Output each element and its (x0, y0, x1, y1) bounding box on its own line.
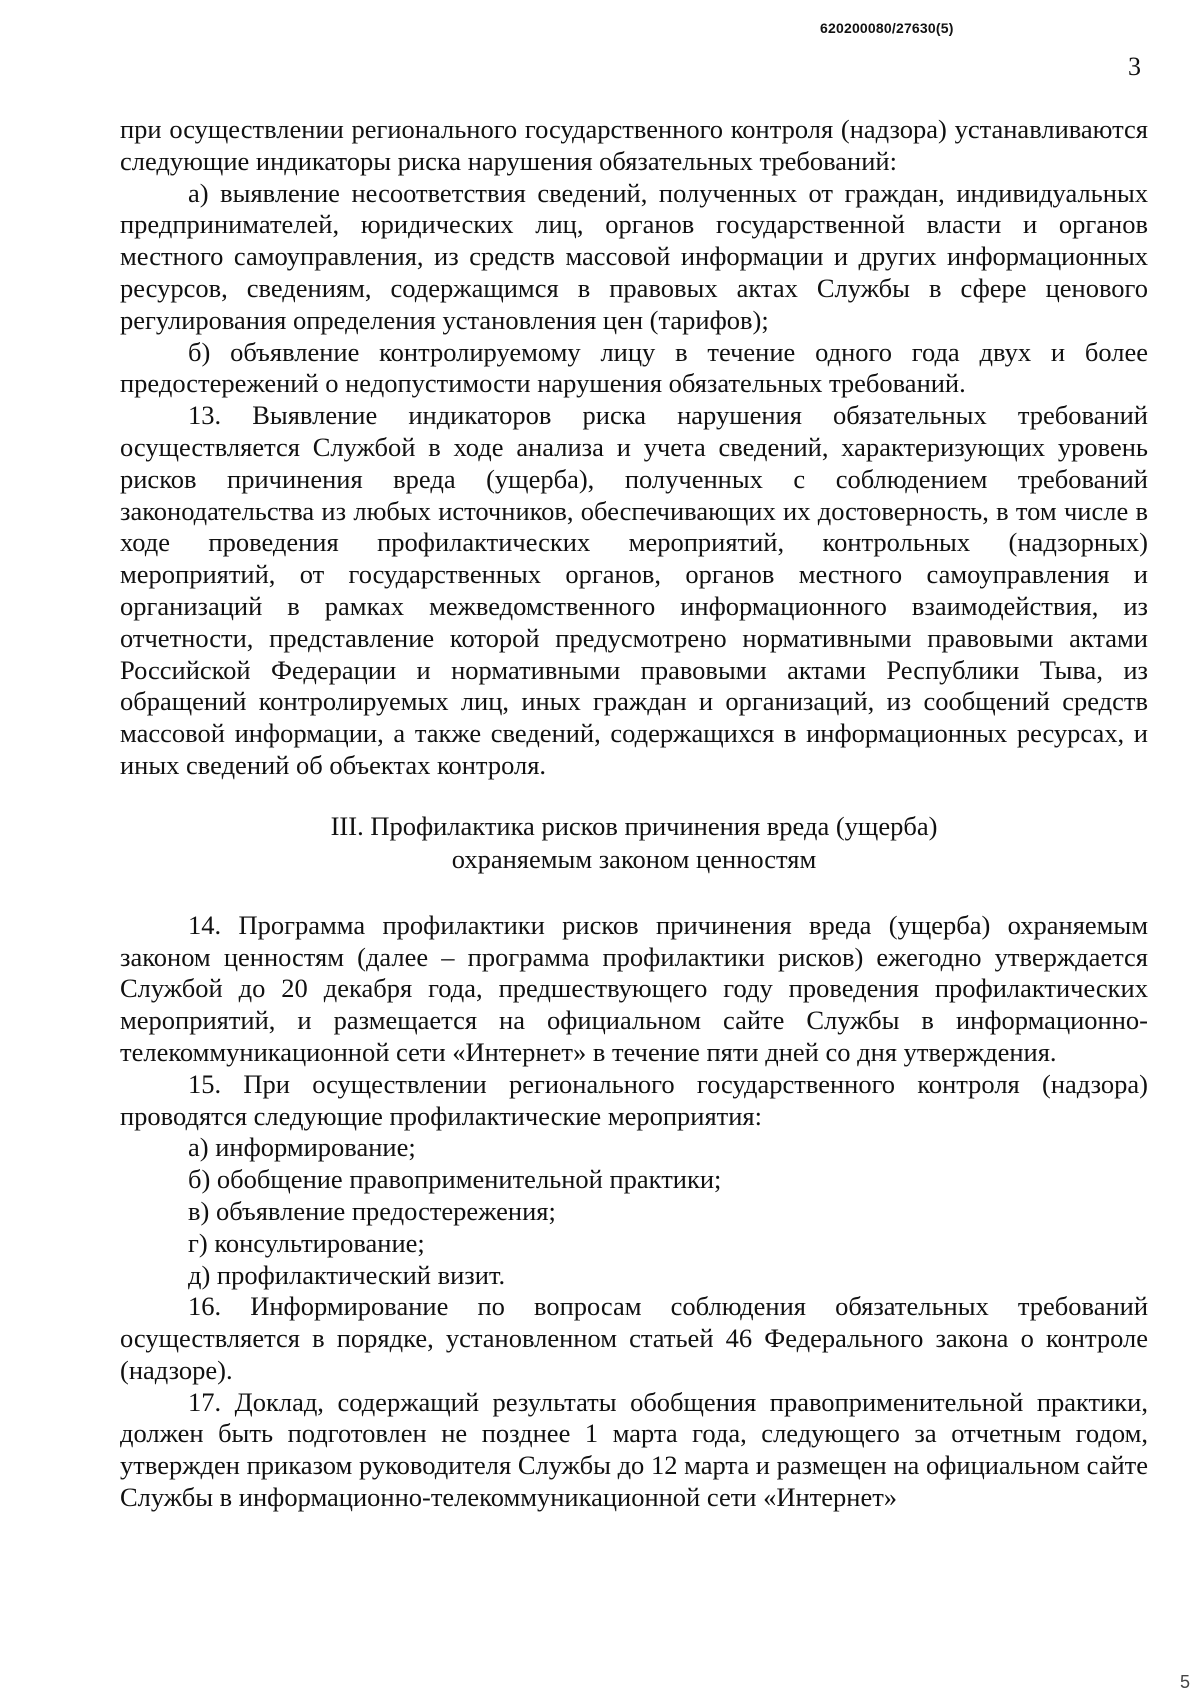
section-heading-line-2: охраняемым законом ценностям (451, 843, 817, 874)
document-code: 620200080/27630(5) (820, 20, 954, 36)
list-item: в) объявление предостережения; (188, 1195, 556, 1226)
list-item: а) информирование; (188, 1132, 416, 1163)
page-number: 3 (1128, 52, 1141, 81)
corner-mark: 5 (1180, 1672, 1191, 1692)
list-item: д) профилактический визит. (188, 1259, 506, 1290)
list-item: г) консультирование; (188, 1227, 425, 1258)
paragraph-16: 16. Информирование по вопросам соблюдения обязательных требований осуществляется в порядке, установленном статьей 46 Федерального закона о контроле (надзоре). (120, 1291, 1148, 1385)
section-heading (120, 810, 1148, 876)
paragraph-13: 13. Выявление индикаторов риска нарушения обязательных требований осуществляется Службой в ходе анализа и учета сведений, характеризующих уровень рисков причинения вреда (ущерба), полученных с соблюдением требований законодательства из любых источников, обеспечивающих их достоверность, в том числе в ходе проведения профилактических мероприятий, контрольных (надзорных) мероприятий, от государственных органов, органов местного самоуправления и организаций в рамках межведомственного информационного взаимодействия, из отчетности, представление которой предусмотрено нормативными правовыми актами Российской Федерации и нормативными правовыми актами Республики Тыва, из обращений контролируемых лиц, иных граждан и организаций, из сообщений средств массовой информации, а также сведений, содержащихся в информационных ресурсах, и иных сведений об объектах контроля. (120, 400, 1148, 780)
section-heading-line-1: III. Профилактика рисков причинения вреда (ущерба) (330, 810, 938, 841)
paragraph-17: 17. Доклад, содержащий результаты обобщения правоприменительной практики, должен быть подготовлен не позднее 1 марта года, следующего за отчетным годом, утвержден приказом руководителя Службы до 12 марта и размещен на официальном сайте Службы в информационно-телекоммуникационной сети «Интернет» (120, 1386, 1148, 1513)
paragraph-15: 15. При осуществлении регионального государственного контроля (надзора) проводятся следующие профилактические мероприятия: (120, 1068, 1148, 1131)
paragraph-item-b: б) объявление контролируемому лицу в течение одного года двух и более предостережений о недопустимости нарушения обязательных требований. (120, 336, 1148, 399)
document-body (120, 114, 1148, 1514)
list-item: б) обобщение правоприменительной практики; (188, 1164, 722, 1195)
paragraph-item-a: а) выявление несоответствия сведений, полученных от граждан, индивидуальных предпринимателей, юридических лиц, органов государственной власти и органов местного самоуправления, из средств массовой информации и других информационных ресурсов, сведениям, содержащимся в правовых актах Службы в сфере ценового регулирования определения установления цен (тарифов); (120, 177, 1148, 335)
paragraph-14: 14. Программа профилактики рисков причинения вреда (ущерба) охраняемым законом ценностям (далее – программа профилактики рисков) ежегодно утверждается Службой до 20 декабря года, предшествующего году проведения профилактических мероприятий, и размещается на официальном сайте Службы в информационно-телекоммуникационной сети «Интернет» в течение пяти дней со дня утверждения. (120, 909, 1148, 1067)
paragraph-intro: при осуществлении регионального государственного контроля (надзора) устанавливаются следующие индикаторы риска нарушения обязательных требований: (120, 114, 1148, 176)
